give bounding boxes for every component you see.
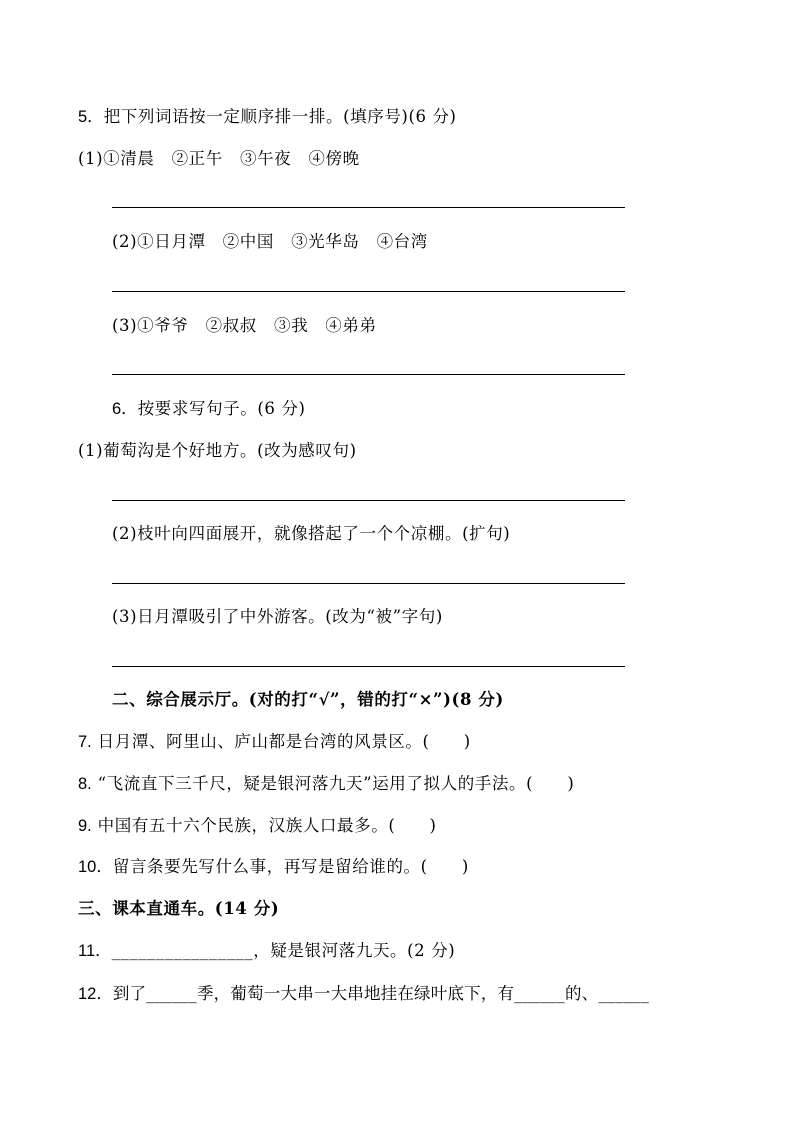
answer-line[interactable] [112, 207, 625, 208]
q5-heading [78, 106, 457, 128]
q8 [78, 773, 574, 795]
q7 [78, 731, 471, 753]
section-2-title: 二、综合展示厅。(对的打“√”，错的打“×”)(8 分) [112, 690, 504, 709]
q9-text: 中国有五十六个民族，汉族人口最多。( ) [97, 816, 437, 835]
q12-number: 12． [78, 985, 113, 1003]
q6-item-3: (3)日月潭吸引了中外游客。(改为“被”字句) [112, 607, 443, 626]
answer-line[interactable] [112, 583, 625, 584]
q9 [78, 815, 437, 837]
q9-number: 9. [78, 817, 92, 835]
answer-line[interactable] [112, 500, 625, 501]
q5-title: 把下列词语按一定顺序排一排。(填序号)(6 分) [103, 107, 457, 126]
answer-line[interactable] [112, 666, 625, 667]
q8-number: 8. [78, 775, 92, 793]
q5-item-1: (1)①清晨 ②正午 ③午夜 ④傍晚 [78, 149, 360, 168]
q12-text: 到了______季，葡萄一大串一大串地挂在绿叶底下，有______的、______ [112, 984, 650, 1003]
q6-number: 6． [112, 400, 138, 418]
q10 [78, 856, 469, 878]
q5-number: 5． [78, 108, 104, 126]
q11 [78, 940, 455, 962]
q11-number: 11． [78, 942, 112, 960]
q7-number: 7. [78, 733, 92, 751]
q6-heading [112, 398, 306, 420]
q6-title: 按要求写句子。(6 分) [137, 399, 306, 418]
answer-line[interactable] [112, 291, 625, 292]
q8-text: “飞流直下三千尺，疑是银河落九天”运用了拟人的手法。( ) [97, 774, 575, 793]
section-3-title: 三、课本直通车。(14 分) [78, 899, 280, 918]
q6-item-2: (2)枝叶向四面展开，就像搭起了一个个凉棚。(扩句) [112, 524, 511, 543]
q10-text: 留言条要先写什么事，再写是留给谁的。( ) [112, 857, 469, 876]
q11-text: ________________，疑是银河落九天。(2 分) [111, 941, 456, 960]
q7-text: 日月潭、阿里山、庐山都是台湾的风景区。( ) [97, 732, 471, 751]
answer-line[interactable] [112, 374, 625, 375]
q6-item-1: (1)葡萄沟是个好地方。(改为感叹句) [78, 441, 357, 460]
q5-item-3: (3)①爷爷 ②叔叔 ③我 ④弟弟 [112, 316, 377, 335]
q12 [78, 983, 649, 1005]
q5-item-2: (2)①日月潭 ②中国 ③光华岛 ④台湾 [112, 232, 428, 251]
q10-number: 10． [78, 858, 113, 876]
